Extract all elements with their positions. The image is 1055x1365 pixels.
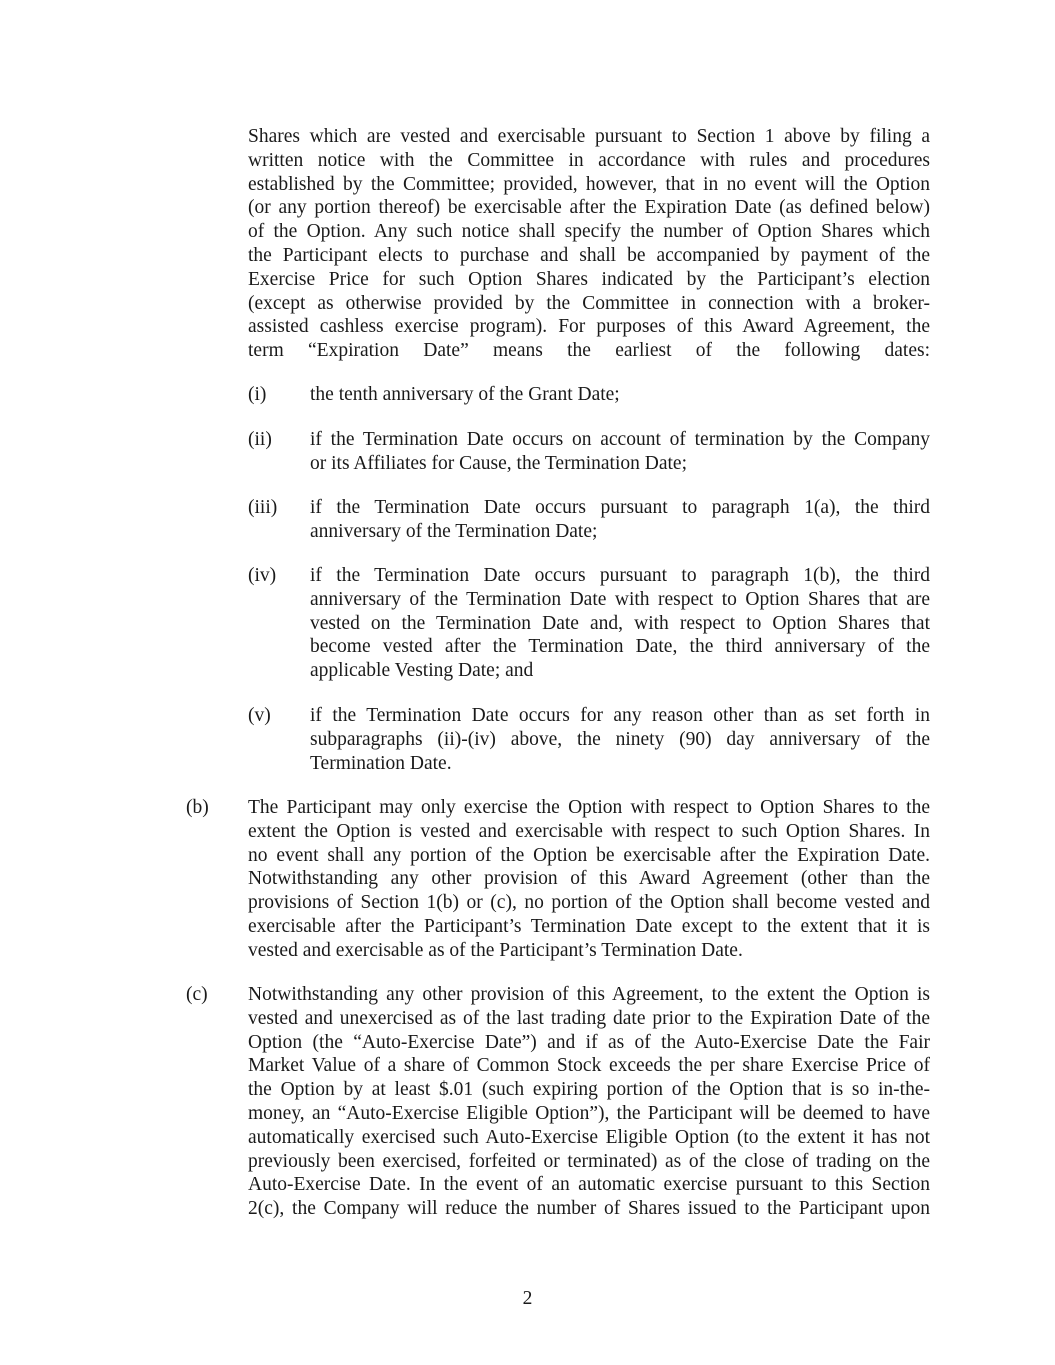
subitem-text — [310, 496, 930, 544]
subitem-label: (iv) — [248, 565, 277, 586]
text-line: anniversary of the Termination Date; — [310, 520, 598, 542]
item-text — [248, 796, 930, 963]
text-line: extent the Option is vested and exercisable with respect to such Option Shares. In — [248, 820, 930, 842]
text-line: exercisable after the Participant’s Termination Date except to the extent that it is — [248, 915, 930, 937]
text-line: Auto-Exercise Date. In the event of an automatic exercise pursuant to this Section — [248, 1174, 930, 1196]
intro-paragraph — [248, 125, 930, 363]
text-line: established by the Committee; provided, however, that in no event will the Option — [248, 173, 930, 195]
text-line: provisions of Section 1(b) or (c), no portion of the Option shall become vested and — [248, 892, 930, 914]
text-line: vested on the Termination Date and, with respect to Option Shares that — [310, 612, 930, 634]
text-line: Exercise Price for such Option Shares indicated by the Participant’s election — [248, 268, 930, 290]
text-line: vested and exercisable as of the Participant’s Termination Date. — [248, 939, 743, 961]
text-line: Notwithstanding any other provision of this Agreement, to the extent the Option is — [248, 984, 930, 1005]
text-line: The Participant may only exercise the Option with respect to Option Shares to the — [248, 797, 930, 818]
text-line: of the Option. Any such notice shall specify the number of Option Shares which — [248, 221, 930, 243]
text-line: the tenth anniversary of the Grant Date; — [310, 384, 620, 405]
text-line: subparagraphs (ii)-(iv) above, the ninety (90) day anniversary of the — [310, 728, 930, 750]
text-line: become vested after the Termination Date, the third anniversary of the — [310, 636, 930, 658]
text-line: previously been exercised, forfeited or terminated) as of the close of trading on the — [248, 1150, 930, 1172]
item-text — [248, 983, 930, 1221]
item-label: (c) — [186, 984, 208, 1005]
text-line: Market Value of a share of Common Stock exceeds the per share Exercise Price of — [248, 1055, 930, 1077]
text-line: vested and unexercised as of the last trading date prior to the Expiration Date of the — [248, 1007, 930, 1029]
text-line: Termination Date. — [310, 752, 452, 774]
text-line: (or any portion thereof) be exercisable after the Expiration Date (as defined below) — [248, 197, 930, 219]
text-line: anniversary of the Termination Date with respect to Option Shares that are — [310, 588, 930, 610]
text-line: if the Termination Date occurs pursuant to paragraph 1(b), the third — [310, 565, 930, 586]
text-line: assisted cashless exercise program). For purposes of this Award Agreement, the — [248, 316, 930, 338]
subitem-text — [310, 383, 930, 407]
item-label: (b) — [186, 797, 209, 818]
text-line: 2(c), the Company will reduce the number of Shares issued to the Participant upon — [248, 1198, 930, 1220]
text-line: the Participant elects to purchase and shall be accompanied by payment of the — [248, 244, 930, 266]
text-line: if the Termination Date occurs pursuant to paragraph 1(a), the third — [310, 497, 930, 518]
text-line: Notwithstanding any other provision of this Award Agreement (other than the — [248, 868, 930, 890]
page-number: 2 — [522, 1288, 533, 1309]
text-line: money, an “Auto-Exercise Eligible Option”), the Participant will be deemed to have — [248, 1102, 930, 1124]
text-line: term “Expiration Date” means the earliest of the following dates: — [248, 340, 930, 362]
text-line: (except as otherwise provided by the Committee in connection with a broker- — [248, 292, 930, 314]
text-line: no event shall any portion of the Option be exercisable after the Expiration Date. — [248, 844, 930, 866]
subitem-label: (v) — [248, 705, 271, 726]
text-line: written notice with the Committee in accordance with rules and procedures — [248, 149, 930, 171]
subitem-text — [310, 428, 930, 476]
text-line: the Option by at least $.01 (such expiring portion of the Option that is so in-the- — [248, 1079, 930, 1101]
text-line: applicable Vesting Date; and — [310, 660, 534, 682]
text-line: or its Affiliates for Cause, the Termination Date; — [310, 452, 687, 474]
text-line: if the Termination Date occurs on account of termination by the Company — [310, 429, 930, 450]
text-line: Option (the “Auto-Exercise Date”) and if as of the Auto-Exercise Date the Fair — [248, 1031, 930, 1053]
text-line: automatically exercised such Auto-Exercise Eligible Option (to the extent it has not — [248, 1126, 930, 1148]
subitem-label: (ii) — [248, 429, 272, 450]
subitem-text — [310, 704, 930, 775]
subitem-text — [310, 564, 930, 683]
text-line: if the Termination Date occurs for any reason other than as set forth in — [310, 705, 930, 726]
subitem-label: (i) — [248, 384, 267, 405]
text-line: Shares which are vested and exercisable pursuant to Section 1 above by filing a — [248, 126, 930, 147]
subitem-label: (iii) — [248, 497, 278, 518]
